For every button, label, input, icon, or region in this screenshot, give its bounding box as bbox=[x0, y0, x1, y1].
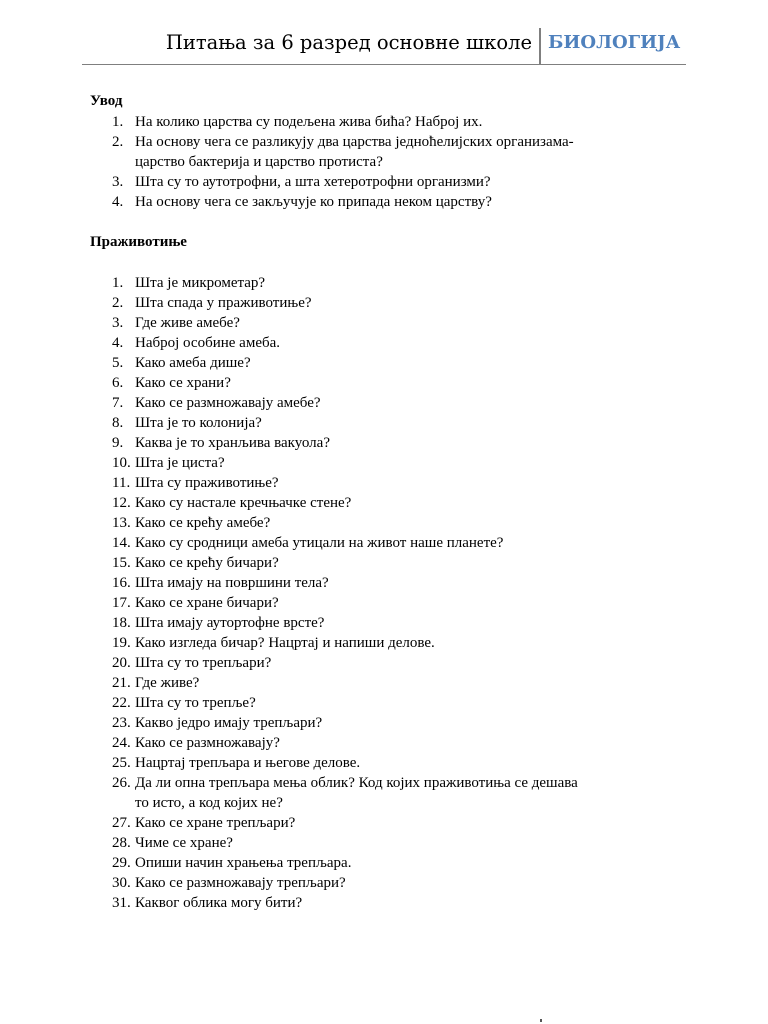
question-number: 12. bbox=[112, 495, 131, 511]
question-text: На основу чега се закључује ко припада неком царству? bbox=[135, 194, 492, 210]
question-text: Шта су то трепљари? bbox=[135, 655, 272, 671]
page-title: Питања за 6 разред основне школе bbox=[165, 31, 532, 54]
question-text: Чиме се хране? bbox=[135, 835, 233, 851]
question-number: 28. bbox=[112, 835, 131, 851]
question-text: Како се крећу амебе? bbox=[135, 515, 271, 531]
question-number: 10. bbox=[112, 455, 131, 471]
question-text-continued: царство бактерија и царство протиста? bbox=[135, 154, 383, 170]
question-number: 25. bbox=[112, 755, 131, 771]
question-text: Шта су то аутотрофни, а шта хетеротрофни организми? bbox=[135, 174, 491, 190]
question-text: Како амеба дише? bbox=[135, 355, 251, 371]
question-number: 6. bbox=[112, 375, 124, 391]
section-heading-intro: Увод bbox=[90, 93, 123, 109]
question-number: 2. bbox=[112, 134, 124, 150]
question-number: 2. bbox=[112, 295, 124, 311]
question-text: Како се размножавају трепљари? bbox=[135, 875, 346, 891]
question-text: Како се размножавају? bbox=[135, 735, 280, 751]
question-text: Како се размножавају амебе? bbox=[135, 395, 321, 411]
question-number: 14. bbox=[112, 535, 131, 551]
question-number: 23. bbox=[112, 715, 131, 731]
question-number: 29. bbox=[112, 855, 131, 871]
question-text: На основу чега се разликују два царства једноћелијских организама- bbox=[135, 134, 574, 150]
question-text: Шта имају на површини тела? bbox=[135, 575, 329, 591]
header-divider bbox=[539, 28, 541, 64]
question-text: Каква је то хранљива вакуола? bbox=[135, 435, 330, 451]
question-number: 21. bbox=[112, 675, 131, 691]
question-number: 31. bbox=[112, 895, 131, 911]
question-number: 3. bbox=[112, 174, 124, 190]
question-text: Где живе амебе? bbox=[135, 315, 240, 331]
question-text: Шта су праживотиње? bbox=[135, 475, 279, 491]
question-number: 30. bbox=[112, 875, 131, 891]
question-text: Како су сродници амеба утицали на живот наше планете? bbox=[135, 535, 504, 551]
question-number: 4. bbox=[112, 335, 124, 351]
question-number: 19. bbox=[112, 635, 131, 651]
question-number: 17. bbox=[112, 595, 131, 611]
question-text: Каквог облика могу бити? bbox=[135, 895, 303, 911]
page-header bbox=[82, 28, 686, 65]
question-number: 4. bbox=[112, 194, 124, 210]
question-number: 13. bbox=[112, 515, 131, 531]
question-text: Шта је микрометар? bbox=[135, 275, 266, 291]
question-text: Како се храни? bbox=[135, 375, 231, 391]
question-number: 11. bbox=[112, 475, 131, 491]
question-text: Шта је циста? bbox=[135, 455, 225, 471]
question-number: 27. bbox=[112, 815, 131, 831]
question-number: 15. bbox=[112, 555, 131, 571]
subject-label: БИОЛОГИЈА bbox=[548, 32, 681, 53]
question-number: 1. bbox=[112, 275, 124, 291]
section-heading-protozoa: Праживотиње bbox=[90, 234, 187, 250]
question-number: 5. bbox=[112, 355, 124, 371]
question-text: Шта имају аутортофне врсте? bbox=[135, 615, 325, 631]
question-text: Шта спада у праживотиње? bbox=[135, 295, 312, 311]
question-text: Како су настале кречњачке стене? bbox=[135, 495, 352, 511]
question-text: Опиши начин храњења трепљара. bbox=[135, 855, 352, 871]
question-number: 18. bbox=[112, 615, 131, 631]
question-number: 22. bbox=[112, 695, 131, 711]
question-text-continued: то исто, а код којих не? bbox=[135, 795, 283, 811]
question-text: На колико царства су подељена жива бића? Наброј их. bbox=[135, 114, 483, 130]
question-text: Какво једро имају трепљари? bbox=[135, 715, 323, 731]
question-number: 1. bbox=[112, 114, 124, 130]
question-text: Како се крећу бичари? bbox=[135, 555, 279, 571]
question-text: Шта су то трепље? bbox=[135, 695, 256, 711]
page-mark bbox=[540, 1019, 542, 1022]
question-text: Где живе? bbox=[135, 675, 200, 691]
question-number: 20. bbox=[112, 655, 131, 671]
question-text: Наброј особине амеба. bbox=[135, 335, 281, 351]
question-number: 8. bbox=[112, 415, 124, 431]
question-text: Шта је то колонија? bbox=[135, 415, 262, 431]
question-text: Како изгледа бичар? Нацртај и напиши делове. bbox=[135, 635, 435, 651]
question-number: 24. bbox=[112, 735, 131, 751]
question-number: 7. bbox=[112, 395, 124, 411]
question-number: 26. bbox=[112, 775, 131, 791]
question-number: 3. bbox=[112, 315, 124, 331]
question-number: 9. bbox=[112, 435, 124, 451]
question-text: Да ли опна трепљара мења облик? Код којих праживотиња се дешава bbox=[135, 775, 578, 791]
question-text: Нацртај трепљара и његове делове. bbox=[135, 755, 361, 771]
question-text: Како се хране трепљари? bbox=[135, 815, 296, 831]
question-number: 16. bbox=[112, 575, 131, 591]
question-text: Како се хране бичари? bbox=[135, 595, 279, 611]
